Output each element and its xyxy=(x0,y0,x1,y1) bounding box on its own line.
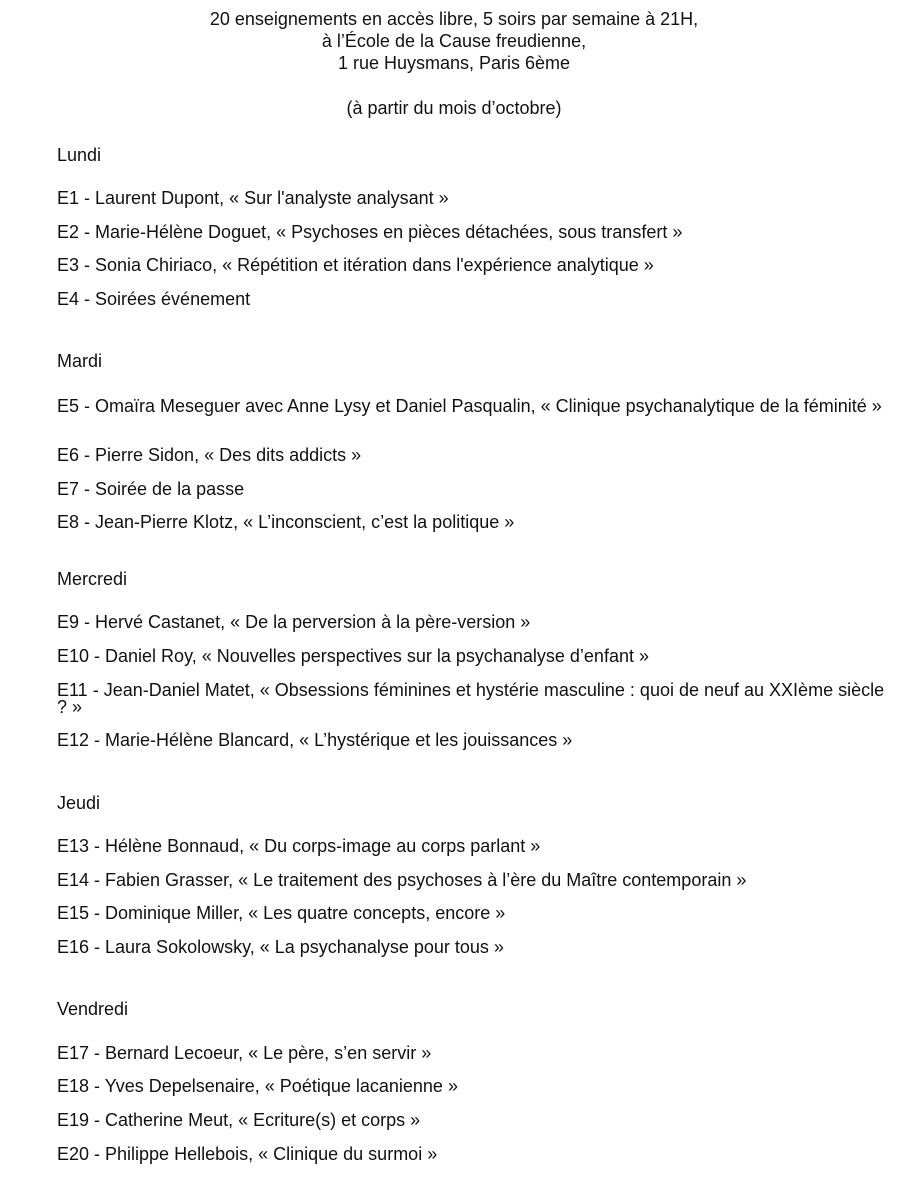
course-item-e3: E3 - Sonia Chiriaco, « Répétition et itération dans l'expérience analytique » xyxy=(57,255,654,275)
day-heading-vendredi: Vendredi xyxy=(57,999,129,1019)
day-heading-mardi: Mardi xyxy=(57,351,103,371)
course-item-e14: E14 - Fabien Grasser, « Le traitement des psychoses à l’ère du Maître contemporain » xyxy=(57,870,747,890)
course-item-e10: E10 - Daniel Roy, « Nouvelles perspectives sur la psychanalyse d’enfant » xyxy=(57,646,649,666)
document-header xyxy=(0,8,908,74)
header-line-3: 1 rue Huysmans, Paris 6ème xyxy=(337,53,571,73)
course-item-e6: E6 - Pierre Sidon, « Des dits addicts » xyxy=(57,445,362,465)
course-item-e12: E12 - Marie-Hélène Blancard, « L’hystérique et les jouissances » xyxy=(57,730,573,750)
course-item-e19: E19 - Catherine Meut, « Ecriture(s) et corps » xyxy=(57,1110,421,1130)
course-item-e1: E1 - Laurent Dupont, « Sur l'analyste analysant » xyxy=(57,188,449,208)
course-item-e20: E20 - Philippe Hellebois, « Clinique du surmoi » xyxy=(57,1144,438,1164)
course-item-e4: E4 - Soirées événement xyxy=(57,289,251,309)
course-item-e5: E5 - Omaïra Meseguer avec Anne Lysy et Daniel Pasqualin, « Clinique psychanalytique de la féminité » xyxy=(57,396,882,416)
course-item-e16: E16 - Laura Sokolowsky, « La psychanalyse pour tous » xyxy=(57,937,504,957)
course-item-e13: E13 - Hélène Bonnaud, « Du corps-image au corps parlant » xyxy=(57,836,541,856)
header-line-1: 20 enseignements en accès libre, 5 soirs par semaine à 21H, xyxy=(209,9,699,29)
day-heading-jeudi: Jeudi xyxy=(57,793,101,813)
course-item-e17: E17 - Bernard Lecoeur, « Le père, s’en servir » xyxy=(57,1043,432,1063)
course-item-e7: E7 - Soirée de la passe xyxy=(57,479,245,499)
course-item-e18: E18 - Yves Depelsenaire, « Poétique lacanienne » xyxy=(57,1076,458,1096)
start-date-note: (à partir du mois d’octobre) xyxy=(346,98,562,118)
day-heading-lundi: Lundi xyxy=(57,145,102,165)
course-item-e9: E9 - Hervé Castanet, « De la perversion à la père-version » xyxy=(57,612,531,632)
course-item-e8: E8 - Jean-Pierre Klotz, « L’inconscient, c’est la politique » xyxy=(57,512,515,532)
day-heading-mercredi: Mercredi xyxy=(57,569,128,589)
course-item-e2: E2 - Marie-Hélène Doguet, « Psychoses en pièces détachées, sous transfert » xyxy=(57,222,683,242)
course-item-e15: E15 - Dominique Miller, « Les quatre concepts, encore » xyxy=(57,903,506,923)
course-item-e11: E11 - Jean-Daniel Matet, « Obsessions féminines et hystérie masculine : quoi de neuf au XXIème siècle ? » xyxy=(57,680,885,717)
header-line-2: à l’École de la Cause freudienne, xyxy=(321,31,587,51)
